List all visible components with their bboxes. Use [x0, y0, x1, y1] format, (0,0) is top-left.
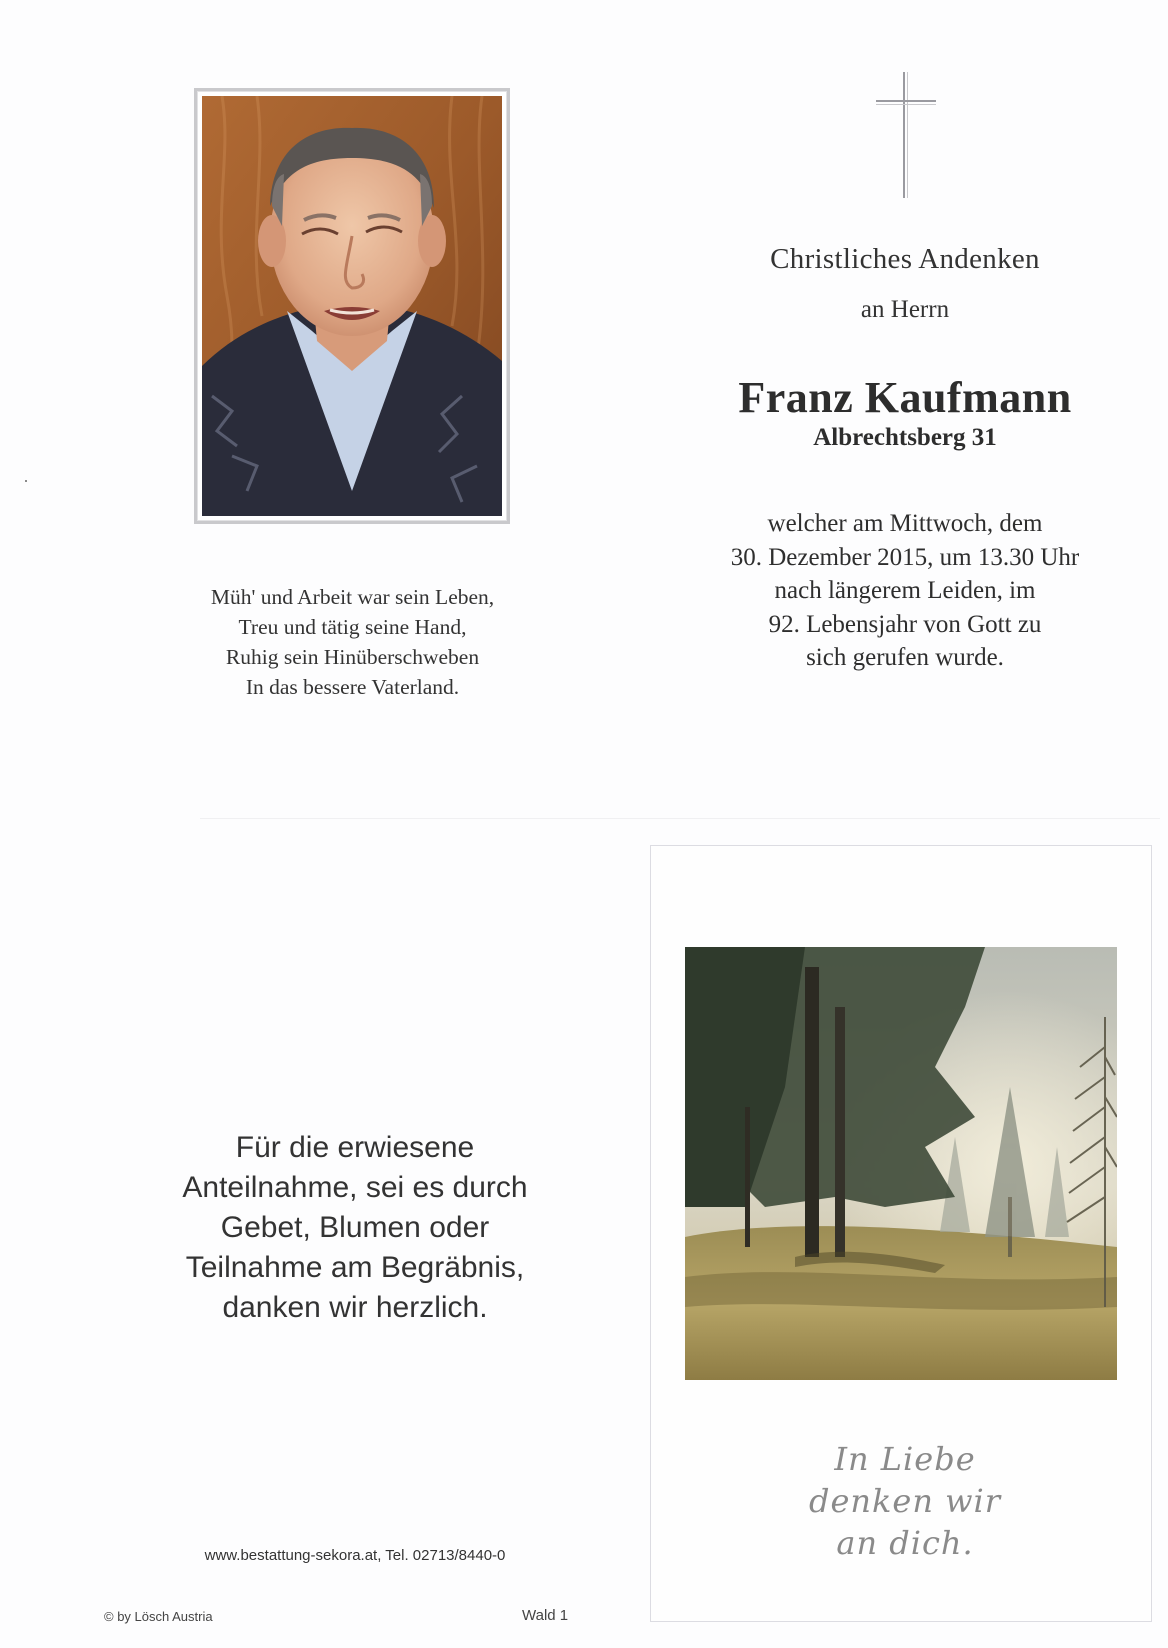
memorial-verse: [760, 1438, 1050, 1564]
scan-mark: [25, 480, 27, 482]
thanks-line: Anteilnahme, sei es durch: [182, 1171, 528, 1204]
poem-line: Ruhig sein Hinüberschweben: [225, 645, 480, 669]
death-text-line: welcher am Mittwoch, dem: [767, 510, 1043, 537]
death-text-line: sich gerufen wurde.: [806, 644, 1004, 671]
death-text-line: 92. Lebensjahr von Gott zu: [768, 610, 1042, 638]
poem-line: In das bessere Vaterland.: [245, 675, 460, 699]
portrait-photo: [194, 88, 510, 524]
forest-landscape-image: [685, 947, 1117, 1380]
deceased-address: Albrechtsberg 31: [813, 424, 997, 451]
memorial-poem: [170, 582, 535, 702]
funeral-home-contact: www.bestattung-sekora.at, Tel. 02713/8440-0: [204, 1547, 506, 1564]
thanks-line: danken wir herzlich.: [222, 1291, 488, 1324]
thanks-line: Für die erwiesene: [235, 1131, 475, 1164]
poem-line: Treu und tätig seine Hand,: [238, 615, 467, 639]
memorial-subheading: an Herrn: [860, 296, 950, 323]
fold-divider: [200, 818, 1160, 819]
death-announcement: [690, 507, 1120, 675]
memorial-verse-line: an dich.: [836, 1524, 974, 1562]
thank-you-message: [150, 1128, 560, 1328]
poem-line: Müh' und Arbeit war sein Leben,: [210, 585, 495, 609]
thanks-line: Teilnahme am Begräbnis,: [185, 1251, 525, 1284]
deceased-name: Franz Kaufmann: [738, 373, 1072, 422]
portrait-image: [202, 96, 502, 516]
memorial-heading: Christliches Andenken: [770, 243, 1040, 275]
cross-icon: [876, 72, 936, 198]
death-text-line: nach längerem Leiden, im: [774, 577, 1036, 604]
design-code: Wald 1: [522, 1607, 569, 1624]
memorial-verse-line: denken wir: [808, 1482, 1002, 1520]
thanks-line: Gebet, Blumen oder: [220, 1211, 490, 1244]
death-text-line: 30. Dezember 2015, um 13.30 Uhr: [730, 543, 1080, 571]
memorial-verse-line: In Liebe: [834, 1440, 976, 1478]
copyright-note: © by Lösch Austria: [104, 1609, 213, 1624]
